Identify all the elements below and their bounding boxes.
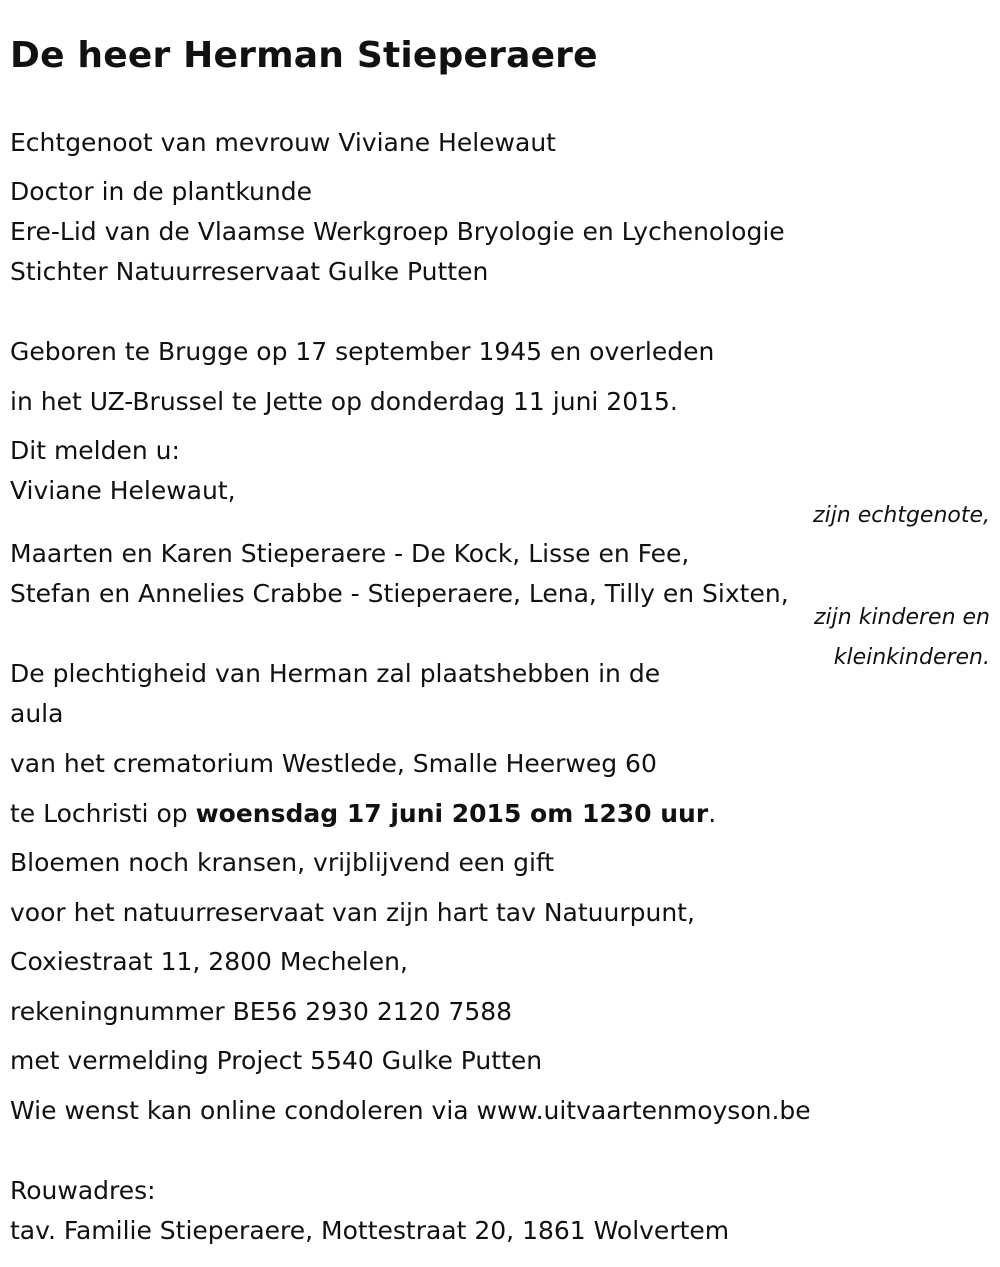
date-prefix: te Lochristi op	[10, 799, 196, 828]
date-bold: woensdag 17 juni 2015 om 1230 uur	[195, 799, 709, 828]
children-role-2: kleinkinderen.	[833, 645, 990, 670]
children-line-2: Stefan en Annelies Crabbe - Stieperaere, Lena, Tilly en Sixten,	[10, 579, 789, 608]
mention-line: met vermelding Project 5540 Gulke Putten	[10, 1046, 543, 1075]
birth-line: Geboren te Brugge op 17 september 1945 en overleden	[10, 337, 715, 366]
wife-role: zijn echtgenote,	[813, 503, 990, 528]
children-line-1: Maarten en Karen Stieperaere - De Kock, Lisse en Fee,	[10, 539, 690, 568]
flowers-line: Bloemen noch kransen, vrijblijvend een gift	[10, 848, 555, 877]
title-line-2: Ere-Lid van de Vlaamse Werkgroep Bryologie en Lychenologie	[10, 217, 785, 246]
announce-line: Dit melden u:	[10, 436, 180, 465]
title-line-3: Stichter Natuurreservaat Gulke Putten	[10, 257, 489, 286]
death-line: in het UZ-Brussel te Jette op donderdag 11 juni 2015.	[10, 387, 678, 416]
condolence-line: Wie wenst kan online condoleren via www.uitvaartenmoyson.be	[10, 1096, 811, 1125]
date-suffix: .	[708, 799, 717, 828]
date-line	[10, 798, 716, 830]
address-line: Coxiestraat 11, 2800 Mechelen,	[10, 947, 408, 976]
ceremony-line: De plechtigheid van Herman zal plaatshebben in de aula	[10, 659, 661, 728]
title-line-1: Doctor in de plantkunde	[10, 177, 312, 206]
location-line: van het crematorium Westlede, Smalle Heerweg 60	[10, 749, 657, 778]
account-line: rekeningnummer BE56 2930 2120 7588	[10, 997, 513, 1026]
reserve-line: voor het natuurreservaat van zijn hart tav Natuurpunt,	[10, 898, 695, 927]
mourning-label: Rouwadres:	[10, 1176, 156, 1205]
children-role-1: zijn kinderen en	[814, 605, 990, 630]
mourning-address: tav. Familie Stieperaere, Mottestraat 20, 1861 Wolvertem	[10, 1216, 730, 1245]
wife-name: Viviane Helewaut,	[10, 476, 236, 505]
page-title: De heer Herman Stieperaere	[10, 35, 598, 76]
spouse-line: Echtgenoot van mevrouw Viviane Helewaut	[10, 128, 556, 157]
